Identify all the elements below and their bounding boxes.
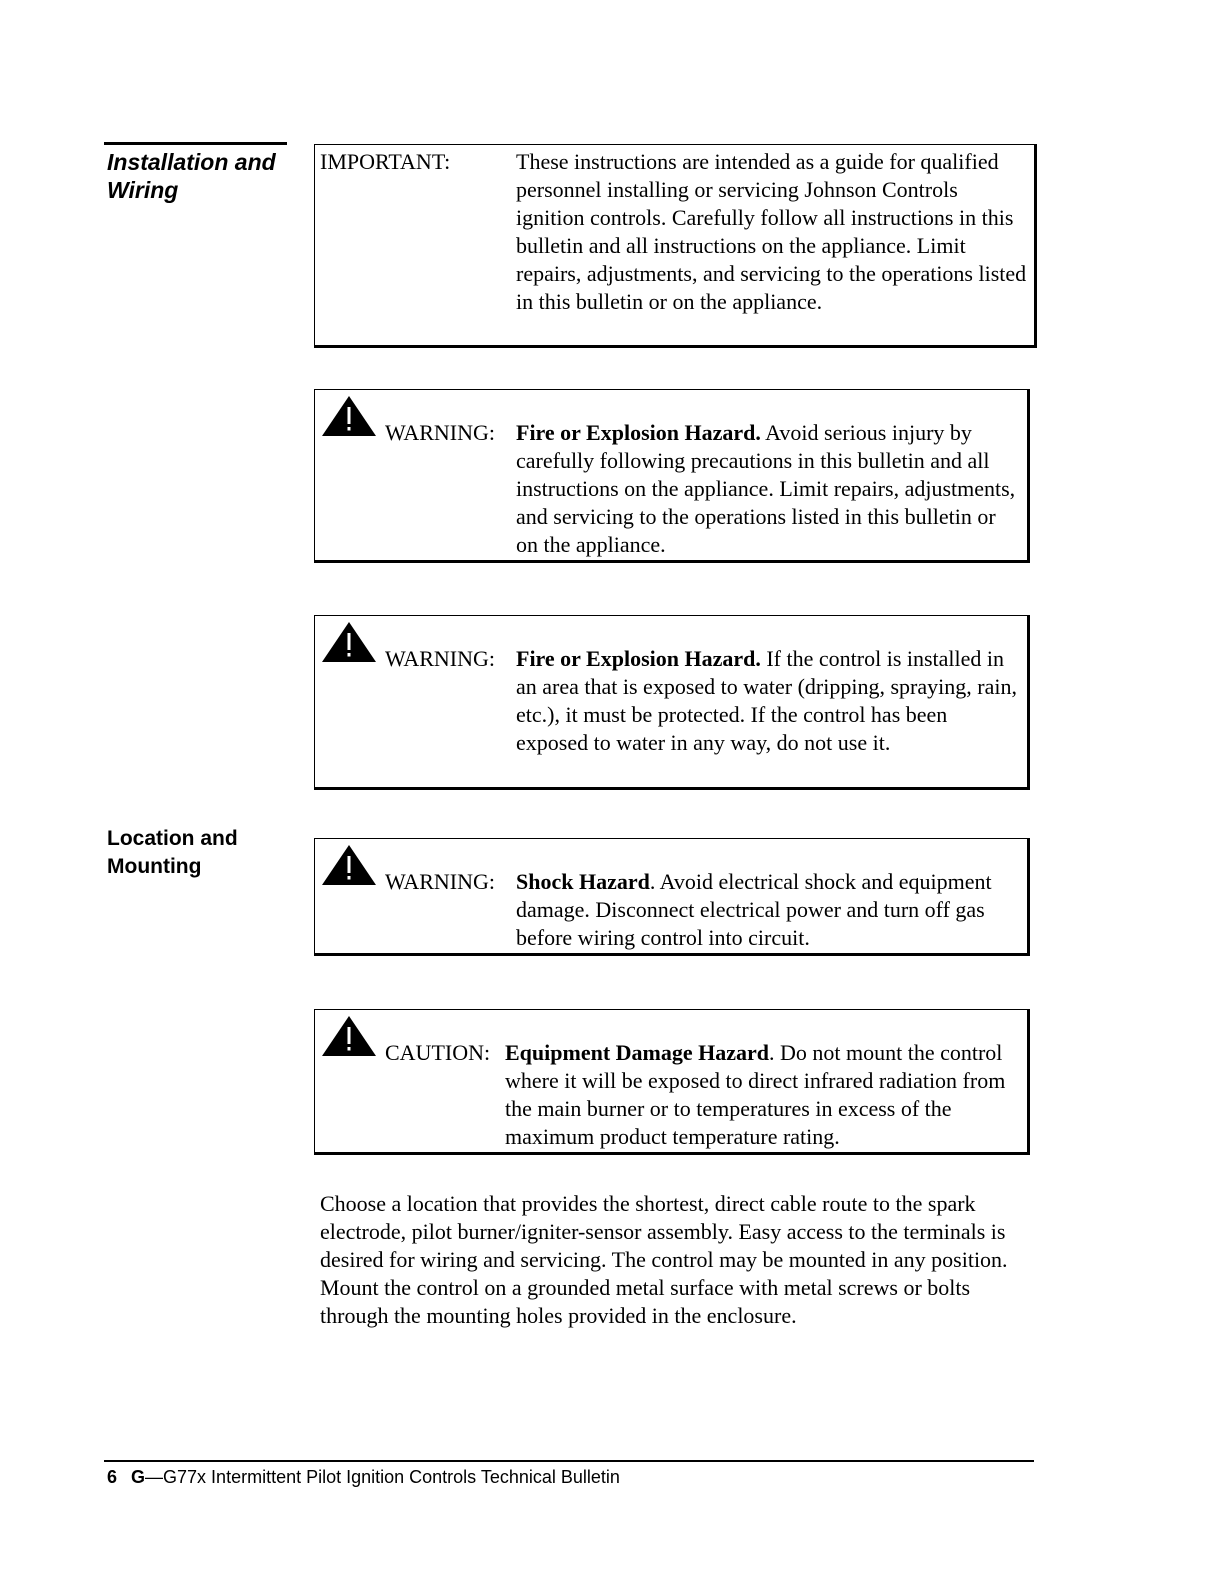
heading-line: Mounting [107,855,202,878]
heading-line: Installation and [107,149,276,175]
warning-label: WARNING: [385,646,495,671]
important-notice [314,144,1037,348]
important-label: IMPORTANT: [320,149,451,174]
heading-line: Wiring [107,177,179,203]
warning-notice [314,389,1030,563]
heading-line: Location and [107,827,238,850]
hazard-title: Shock Hazard [516,869,650,894]
warning-triangle-icon [320,843,378,887]
section-rule [104,142,287,145]
important-text: These instructions are intended as a guide for qualified personnel installing or servicing Johnson Controls ignition controls. Carefully follow all instructions in this bulletin and all instructions on the appliance. Limit repairs, adjustments, and servicing to the operations listed in this bulletin or on the appliance. [516,149,1027,314]
warning-triangle-icon [320,394,378,438]
caution-notice [314,1009,1030,1155]
footer-title: —G77x Intermittent Pilot Ignition Controls Technical Bulletin [145,1467,620,1487]
hazard-body: . Avoid electrical shock and equipment damage. Disconnect electrical power and turn off gas before wiring control into circuit. [516,869,992,950]
hazard-title: Equipment Damage Hazard [505,1040,769,1065]
warning-triangle-icon [320,620,378,664]
warning-notice [314,838,1030,956]
hazard-title: Fire or Explosion Hazard. [516,420,761,445]
section-heading-installation [107,148,276,204]
warning-label: WARNING: [385,869,495,894]
series-code: G [131,1467,146,1487]
caution-text [505,1039,1020,1151]
hazard-body: . Do not mount the control where it will be exposed to direct infrared radiation from the main burner or to temperatures in excess of the maximum product temperature rating. [505,1040,1006,1149]
warning-text [516,645,1021,757]
warning-notice [314,615,1030,790]
hazard-body: If the control is installed in an area that is exposed to water (dripping, spraying, rain, etc.), it must be protected. If the control has been exposed to water in any way, do not use it. [516,646,1017,755]
footer-rule [104,1460,1034,1462]
warning-label: WARNING: [385,420,495,445]
warning-text [516,868,1021,952]
page-footer [107,1465,620,1489]
warning-triangle-icon [320,1014,378,1058]
location-paragraph: Choose a location that provides the shortest, direct cable route to the spark electrode, pilot burner/igniter-sensor assembly. Easy access to the terminals is desired for wiring and servicing. The control may be mounted in any position. Mount the control on a grounded metal surface with metal screws or bolts through the mounting holes provided in the enclosure. [320,1191,1008,1328]
page-number: 6 [107,1467,118,1487]
section-heading-location [107,825,238,881]
caution-label: CAUTION: [385,1040,491,1065]
warning-text [516,419,1021,559]
hazard-body: Avoid serious injury by carefully following precautions in this bulletin and all instructions on the appliance. Limit repairs, adjustments, and servicing to the operations listed in this bulletin or on the appliance. [516,420,1016,557]
hazard-title: Fire or Explosion Hazard. [516,646,761,671]
